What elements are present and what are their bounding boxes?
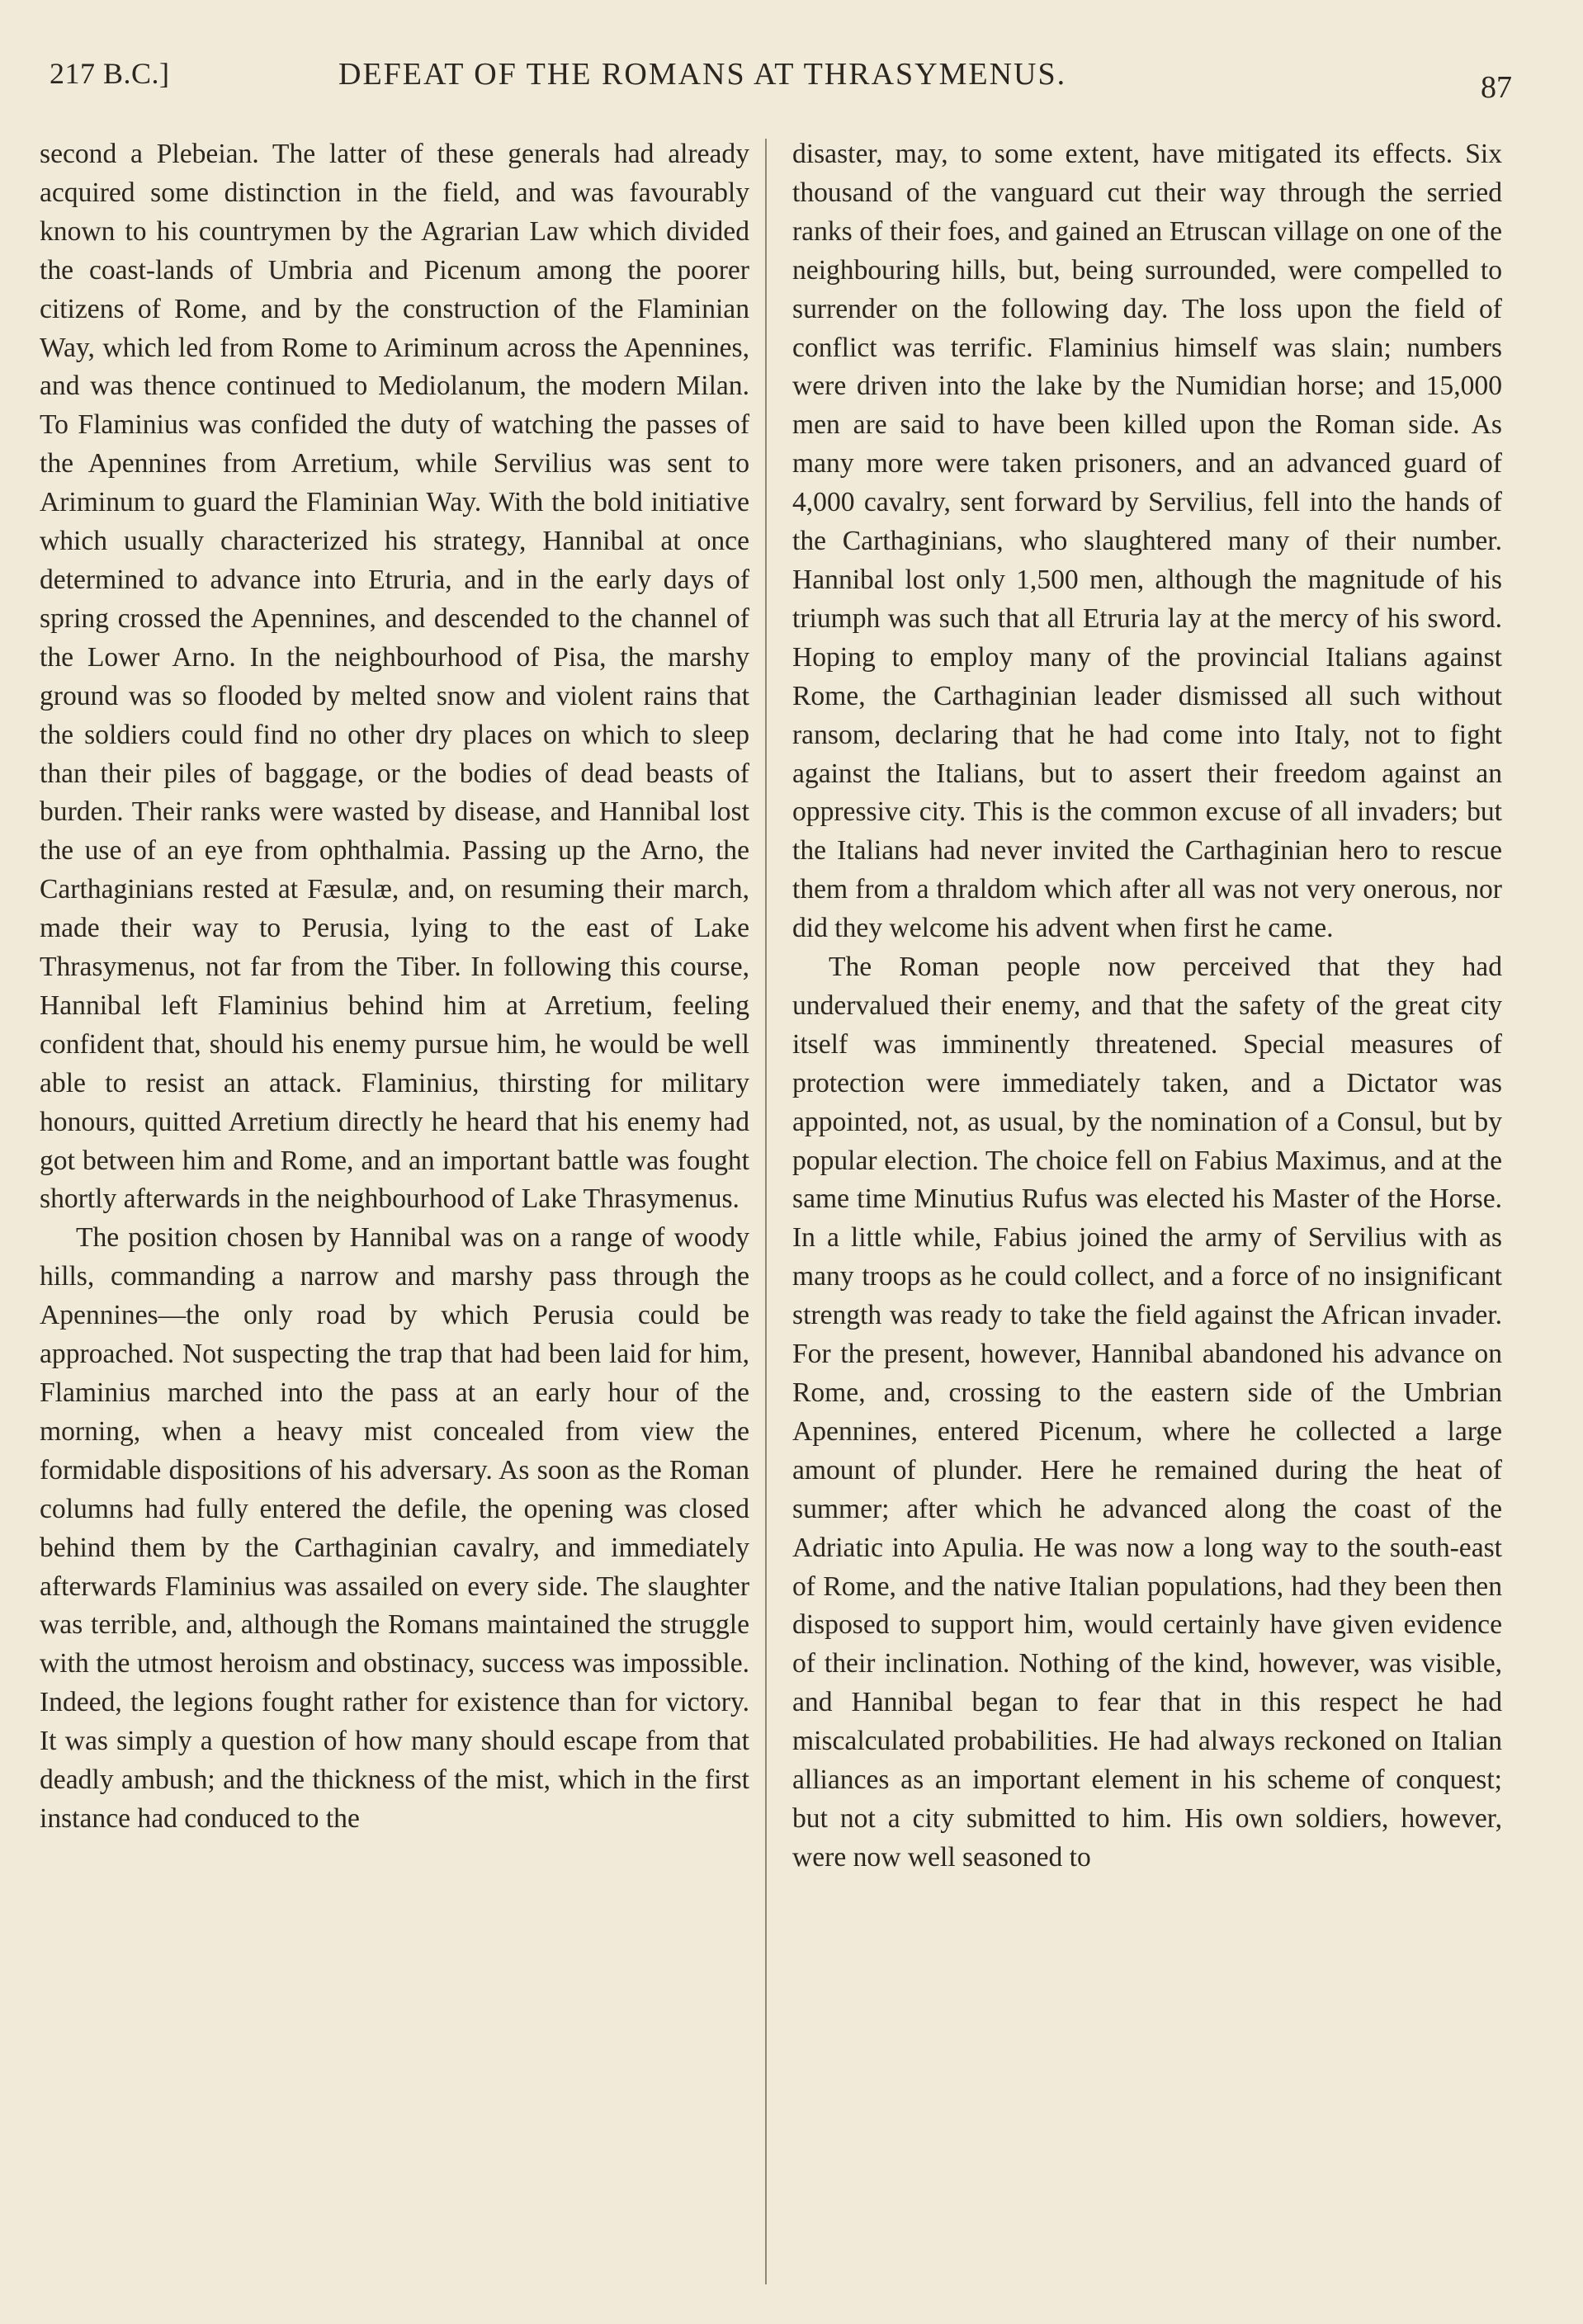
paragraph: second a Plebeian. The latter of these generals had already acquired some distinction in the field, and was favourably known to his countrymen by the Agrarian Law which divided the coast-lands of Umbria and Picenum among the poorer citizens of Rome, and by the construction of the Flaminian Way, which led from Rome to Ariminum across the Apennines, and was thence continued to Mediolanum, the modern Milan. To Flaminius was confided the duty of watching the passes of the Apennines from Arretium, while Servilius was sent to Ariminum to guard the Flaminian Way. With the bold initiative which usually characterized his strategy, Hannibal at once determined to advance into Etruria, and in the early days of spring crossed the Apennines, and descended to the channel of the Lower Arno. In the neighbourhood of Pisa, the marshy ground was so flooded by melted snow and violent rains that the soldiers could find no other dry places on which to sleep than their piles of baggage, or the bodies of dead beasts of burden. Their ranks were wasted by disease, and Hannibal lost the use of an eye from ophthalmia. Passing up the Arno, the Carthaginians rested at Fæsulæ, and, on resuming their march, made their way to Perusia, lying to the east of Lake Thrasymenus, not far from the Tiber. In following this course, Hannibal left Flaminius behind him at Arretium, feeling confident that, should his enemy pursue him, he would be well able to resist an attack. Flaminius, thirsting for military honours, quitted Arretium directly he heard that his enemy had got between him and Rome, and an important battle was fought shortly afterwards in the neighbourhood of Lake Thrasymenus. [40, 139, 749, 1215]
right-column [792, 135, 1502, 2281]
chapter-heading: DEFEAT OF THE ROMANS AT THRASYMENUS. [338, 57, 1067, 92]
paragraph: The Roman people now perceived that they had undervalued their enemy, and that the safety of the great city itself was imminently threatened. Special measures of protection were immediately taken, and a Dictator was appointed, not, as usual, by the nomination of a Consul, but by popular election. The choice fell on Fabius Maximus, and at the same time Minutius Rufus was elected his Master of the Horse. In a little while, Fabius joined the army of Servilius with as many troops as he could collect, and a force of no insignificant strength was ready to take the field against the African invader. For the present, however, Hannibal abandoned his advance on Rome, and, crossing to the eastern side of the Umbrian Apennines, entered Picenum, where he collected a large amount of plunder. Here he remained during the heat of summer; after which he advanced along the coast of the Adriatic into Apulia. He was now a long way to the south-east of Rome, and the native Italian populations, had they been then disposed to support him, would certainly have given evidence of their inclination. Nothing of the kind, however, was visible, and Hannibal began to fear that in this respect he had miscalculated probabilities. He had always reckoned on Italian alliances as an important element in his scheme of conquest; but not a city submitted to him. His own soldiers, however, were now well seasoned to [792, 952, 1502, 1873]
paragraph: disaster, may, to some extent, have mitigated its effects. Six thousand of the vanguard cut their way through the serried ranks of their foes, and gained an Etruscan village on one of the neighbouring hills, but, being surrounded, were compelled to surrender on the following day. The loss upon the field of conflict was terrific. Flaminius himself was slain; numbers were driven into the lake by the Numidian horse; and 15,000 men are said to have been killed upon the Roman side. As many more were taken prisoners, and an advanced guard of 4,000 cavalry, sent forward by Servilius, fell into the hands of the Carthaginians, who slaughtered many of their number. Hannibal lost only 1,500 men, although the magnitude of his triumph was such that all Etruria lay at the mercy of his sword. Hoping to employ many of the provincial Italians against Rome, the Carthaginian leader dismissed all such without ransom, declaring that he had come into Italy, not to fight against the Italians, but to assert their freedom against an oppressive city. This is the common excuse of all invaders; but the Italians had never invited the Carthaginian hero to rescue them from a thraldom which after all was not very onerous, nor did they welcome his advent when first he came. [792, 139, 1502, 944]
date-range: 217 B.C.] [50, 57, 170, 90]
page-number: 87 [1481, 70, 1512, 105]
left-column [40, 135, 749, 2281]
running-head [50, 50, 1535, 107]
column-divider [765, 139, 767, 2284]
paragraph: The position chosen by Hannibal was on a range of woody hills, commanding a narrow and marshy pass through the Apennines—the only road by which Perusia could be approached. Not suspecting the trap that had been laid for him, Flaminius marched into the pass at an early hour of the morning, when a heavy mist concealed from view the formidable dispositions of his adversary. As soon as the Roman columns had fully entered the defile, the opening was closed behind them by the Carthaginian cavalry, and immediately afterwards Flaminius was assailed on every side. The slaughter was terrible, and, although the Romans maintained the struggle with the utmost heroism and obstinacy, success was impossible. Indeed, the legions fought rather for existence than for victory. It was simply a question of how many should escape from that deadly ambush; and the thickness of the mist, which in the first instance had conduced to the [40, 1222, 749, 1834]
